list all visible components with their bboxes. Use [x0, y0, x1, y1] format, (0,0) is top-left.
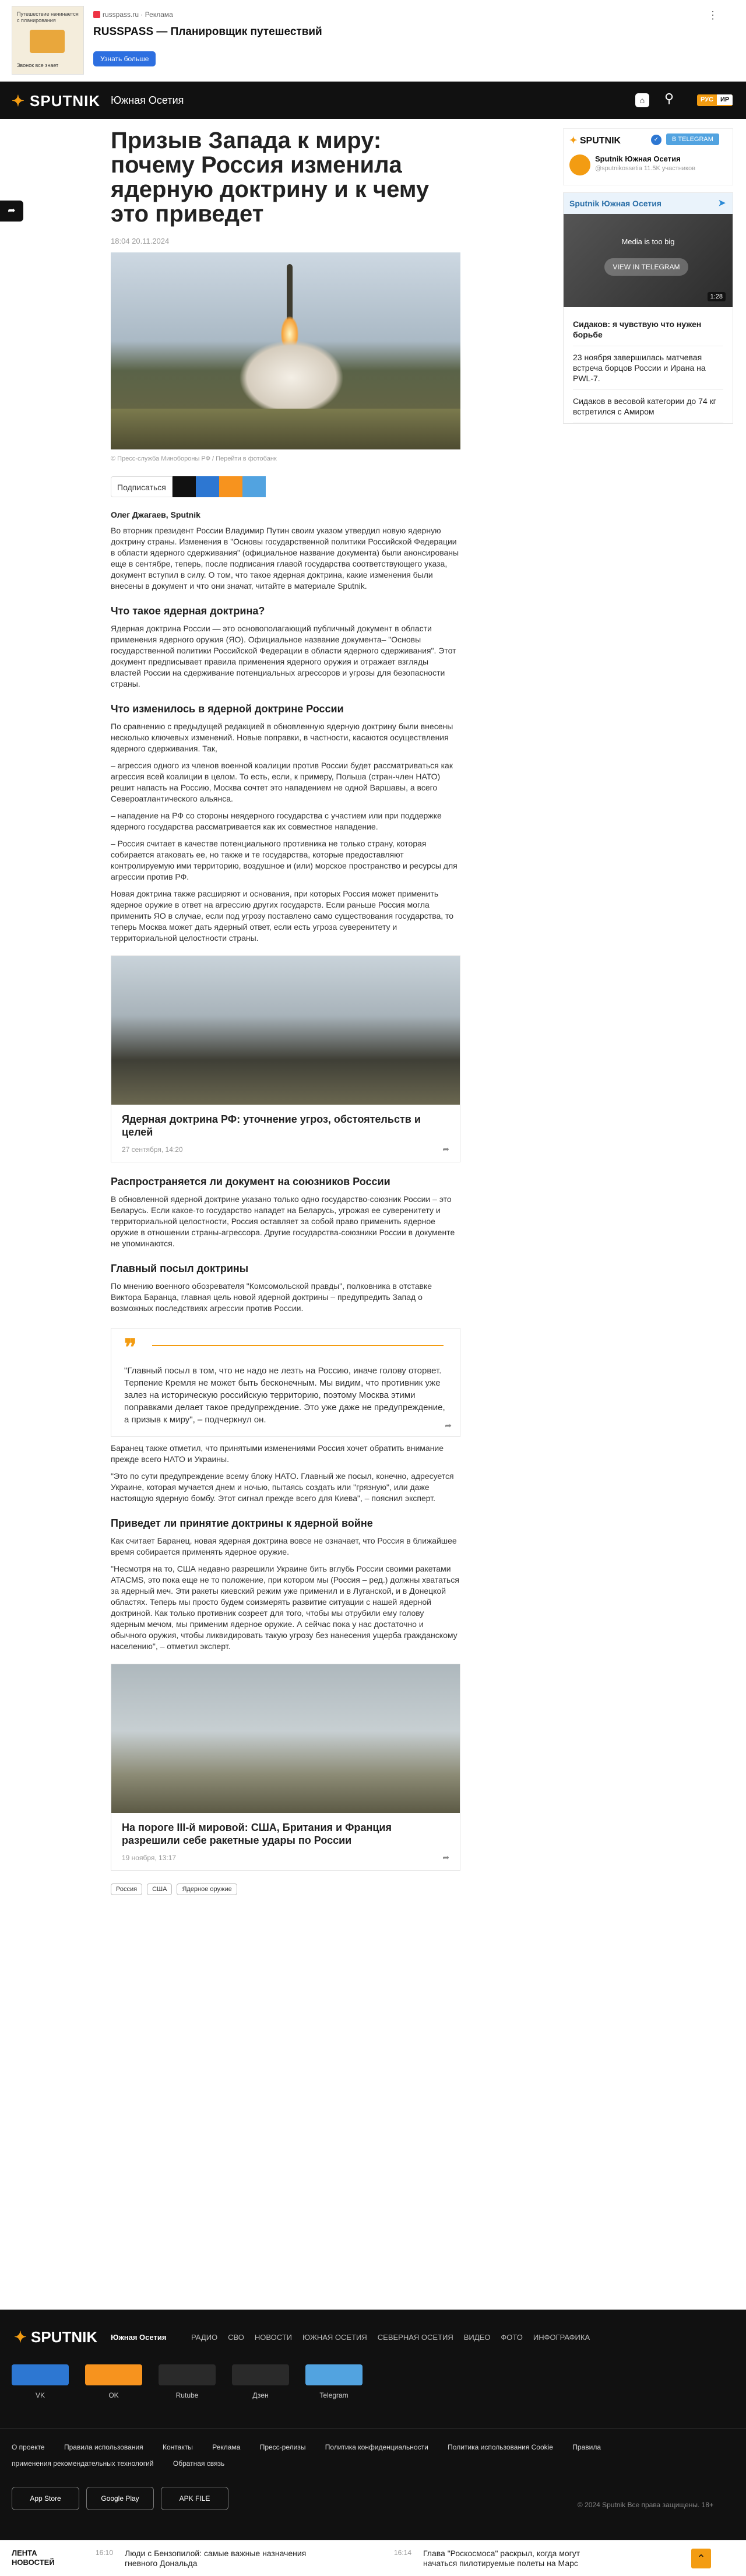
paragraph: Как считает Баранец, новая ядерная доктрина вовсе не означает, что Россия в ближайшее время собирается применять ядерное оружие. — [111, 1536, 457, 1556]
article-date: 18:04 20.11.2024 — [111, 237, 170, 245]
telegram-promo[interactable] — [563, 128, 733, 185]
ticker-item[interactable]: Глава "Роскосмоса" раскрыл, когда могут начаться пилотируемые полеты на Марс — [423, 2549, 580, 2568]
telegram-button[interactable]: В TELEGRAM — [666, 133, 719, 145]
related-article-title[interactable]: Ядерная доктрина РФ: уточнение угроз, обстоятельств и целей — [122, 1113, 421, 1138]
related-date-text: 19 ноября, 13:17 — [122, 1854, 177, 1862]
telegram-icon[interactable] — [242, 476, 266, 497]
quote-block — [111, 1328, 460, 1437]
paragraph: По сравнению с предыдущей редакцией в обновленную ядерную доктрину были внесены несколько ключевых изменений. Новые поправки, в частности, касаются осуществления ядерного сдерживания. Так, — [111, 722, 453, 753]
footer-logo-text: SPUTNIK — [31, 2328, 98, 2346]
video-duration: 1:28 — [708, 292, 726, 301]
section-heading: Что изменилось в ядерной доктрине России — [111, 703, 344, 715]
footer-link[interactable]: Политика конфиденциальности — [325, 2443, 428, 2451]
logo-star-icon: ✦ — [12, 92, 25, 110]
tag-list — [111, 1883, 460, 1895]
missile-shape — [287, 264, 293, 320]
copyright: © 2024 Sputnik Все права защищены. 18+ — [577, 2501, 713, 2509]
footer-link[interactable]: Правила использования — [64, 2443, 143, 2451]
ok-icon[interactable] — [219, 476, 242, 497]
social-label: Rutube — [175, 2391, 199, 2399]
ground-shape — [111, 409, 460, 449]
share-icon[interactable]: ➦ — [445, 1421, 452, 1430]
paragraph: "Это по сути предупреждение всему блоку НАТО. Главный же посыл, конечно, адресуется Украине, которая мучается днем и ночью, пытаясь создать или "грязную", или даже настоящую ядерную бомбу. Этот сигнал прежде всего для Киева", – пояснил эксперт. — [111, 1471, 454, 1503]
ticker-time: 16:14 — [394, 2549, 412, 2557]
related-article-date — [111, 1847, 460, 1870]
footer-nav-item[interactable]: НОВОСТИ — [254, 2333, 293, 2342]
feed-post[interactable]: 23 ноября завершилась матчевая встреча борцов России и Ирана на PWL-7. — [573, 346, 723, 390]
app-store-button[interactable]: App Store — [12, 2487, 79, 2510]
ad-domain: russpass.ru · Реклама — [93, 10, 173, 19]
footer-nav-item[interactable]: РАДИО — [191, 2333, 218, 2342]
paragraph: Новая доктрина также расширяют и основания, при которых Россия может применить ядерное оружие в ответ на агрессию других государств. Если раньше Россия могла применить ЯО в случае, если под угрозу поставлено само существования государства, то теперь Москва может дать ядерный ответ, если есть угроза суверенитету и территориальной целостности страны. — [111, 889, 454, 943]
ad-thumb-picture — [30, 30, 65, 53]
region-title[interactable]: Южная Осетия — [111, 94, 184, 106]
site-footer — [0, 2310, 746, 2576]
feed-posts — [564, 307, 733, 423]
footer-nav-item[interactable]: ИНФОГРАФИКА — [533, 2333, 590, 2342]
footer-link[interactable]: Пресс-релизы — [259, 2443, 306, 2451]
quote-line — [152, 1345, 444, 1346]
sidebar — [563, 128, 733, 424]
section-heading: Что такое ядерная доктрина? — [111, 605, 265, 617]
ad-domain-text: russpass.ru — [103, 10, 139, 19]
related-date-text: 27 сентября, 14:20 — [122, 1145, 183, 1154]
channel-subscribers: @sputnikossetia 11.5K участников — [595, 165, 695, 172]
telegram-plane-icon[interactable]: ➤ — [718, 198, 726, 208]
social-rutube[interactable] — [159, 2364, 216, 2399]
feed-post[interactable] — [573, 313, 723, 346]
tag[interactable]: США — [147, 1883, 172, 1895]
share-icon[interactable]: ➦ — [442, 1144, 449, 1154]
site-header — [0, 82, 746, 119]
tag[interactable]: Россия — [111, 1883, 142, 1895]
tag[interactable]: Ядерное оружие — [177, 1883, 237, 1895]
footer-nav-item[interactable]: ЮЖНАЯ ОСЕТИЯ — [302, 2333, 367, 2342]
scroll-up-icon[interactable]: ⌃ — [691, 2549, 711, 2568]
image-credit[interactable]: © Пресс-служба Минобороны РФ / Перейти в фотобанк — [111, 455, 277, 462]
quote-mark-icon: ❞ — [124, 1335, 137, 1361]
article — [111, 128, 460, 1895]
related-article-card[interactable] — [111, 1664, 460, 1871]
related-article-date — [111, 1138, 460, 1162]
footer-nav-item[interactable]: СЕВЕРНАЯ ОСЕТИЯ — [377, 2333, 453, 2342]
related-article-image[interactable] — [111, 1664, 460, 1813]
ad-thumbnail[interactable] — [12, 6, 84, 75]
language-switcher[interactable] — [697, 94, 733, 106]
subscribe-label: Подписаться — [111, 476, 173, 497]
paragraph: По мнению военного обозревателя "Комсомольской правды", полковника в отставке Виктора Баранца, главная цель новой ядерной доктрины – предупредить Запад о возможных последствиях агрессии против России. — [111, 1281, 432, 1313]
paragraph: – агрессия одного из членов военной коалиции против России будет рассматриваться как агрессия всей коалиции в целом. То есть, если, к примеру, Польша (стран-член НАТО) решит напасть на Россию, Москва сочтет это нападением не одной Варшавы, а всего Североатлантического альянса. — [111, 761, 453, 803]
social-label: Telegram — [319, 2391, 349, 2399]
related-article-image[interactable] — [111, 956, 460, 1105]
ad-domain-icon — [93, 11, 100, 18]
ok-icon[interactable] — [85, 2364, 142, 2385]
channel-avatar — [569, 154, 590, 175]
x-icon[interactable] — [173, 476, 196, 497]
section-heading: Приведет ли принятие доктрины к ядерной войне — [111, 1517, 373, 1529]
paragraph: Ядерная доктрина России — это основополагающий публичный документ в области применения ядерного оружия (ЯО). Официальное название документа– "Основы государственной политики Российской Федерации в области ядерного сдерживания". Этот документ предписывает правила применения ядерного оружия и отражает взгляды властей России на сдерживание потенциальных агрессоров и угрозы для безопасности страны. — [111, 624, 456, 688]
paragraph: "Несмотря на то, США недавно разрешили Украине бить вглубь России своими ракетами ATACMS, это пока еще не то положение, при котором мы (Россия – ред.) должны хвататься за ядерный меч. Эти ракеты киевский режим уже применил и в Луганской, и в Донецкой областях. Теперь мы просто будем соизмерять развитие ситуации с нашей ядерной доктриной. Как только противник созреет для того, чтобы мы отрубили ему голову ядерным мечом, мы применим ядерное оружие. А сейчас пока у нас достаточно и обычного оружия, чтобы ликвидировать такую угрозу без нанесения ущерба гражданскому населению", – отметил эксперт. — [111, 1564, 459, 1651]
social-dzen[interactable] — [232, 2364, 289, 2399]
footer-link[interactable]: Политика использования Cookie — [448, 2443, 553, 2451]
social-ok[interactable] — [85, 2364, 142, 2399]
related-article-title[interactable]: На пороге III-й мировой: США, Британия и Франция разрешили себе ракетные удары по России — [122, 1822, 392, 1846]
ticker-time: 16:10 — [96, 2549, 114, 2557]
logo-star-icon: ✦ — [14, 2328, 27, 2346]
footer-link[interactable]: О проекте — [12, 2443, 45, 2451]
logo-star-icon: ✦ — [569, 136, 578, 146]
verified-icon: ✓ — [651, 135, 661, 145]
news-ticker — [0, 2540, 746, 2576]
footer-link[interactable]: Правила применения рекомендательных технологий — [12, 2443, 601, 2468]
paragraph: Во вторник президент России Владимир Путин своим указом утвердил новую ядерную доктрину страны. Изменения в "Основы государственной политики Российской Федерации в области ядерного сдерживания" (официальное название документа) были анонсированы еще в сентябре, теперь, после подписания главой государства соответствующего указа, документ вступил в силу. О том, что такое ядерная доктрина, какие изменения были внесены в документ и что они значат, читайте в материале Sputnik. — [111, 526, 459, 591]
rutube-icon[interactable] — [159, 2364, 216, 2385]
social-label: OK — [108, 2391, 119, 2399]
lang-ir[interactable]: ИР — [717, 94, 733, 105]
feed-post-title: Сидаков: я чувствую что нужен борьбе — [573, 319, 702, 339]
footer-nav-item[interactable]: ФОТО — [501, 2333, 523, 2342]
share-side-icon[interactable]: ➦ — [0, 201, 23, 222]
telegram-feed — [563, 192, 733, 424]
feed-header[interactable] — [564, 193, 733, 214]
ad-learn-more-button[interactable]: Узнать больше — [93, 51, 156, 66]
dzen-icon[interactable] — [232, 2364, 289, 2385]
footer-link[interactable]: Обратная связь — [173, 2459, 225, 2468]
app-badges — [12, 2487, 228, 2510]
vk-icon[interactable] — [12, 2364, 69, 2385]
logo-text: SPUTNIK — [30, 92, 101, 110]
feed-video[interactable] — [564, 214, 733, 307]
feed-post[interactable]: Сидаков в весовой категории до 74 кг встретился с Амиром — [573, 390, 723, 423]
sputnik-logo[interactable] — [12, 92, 100, 110]
share-icon[interactable]: ➦ — [442, 1853, 449, 1862]
footer-nav-item[interactable]: СВО — [228, 2333, 244, 2342]
ad-title[interactable]: RUSSPASS — Планировщик путешествий — [93, 26, 322, 38]
section-heading: Распространяется ли документ на союзников России — [111, 1176, 390, 1187]
view-in-telegram-button[interactable]: VIEW IN TELEGRAM — [604, 258, 688, 276]
paragraph: Баранец также отметил, что принятыми изменениями Россия хочет обратить внимание прежде всего НАТО и Украины. — [111, 1443, 444, 1464]
footer-nav-item[interactable]: ВИДЕО — [463, 2333, 491, 2342]
home-icon[interactable]: ⌂ — [635, 93, 649, 107]
vk-icon[interactable] — [196, 476, 219, 497]
ad-banner[interactable] — [0, 0, 746, 82]
more-options-icon[interactable]: ⋮ — [708, 9, 718, 21]
social-telegram[interactable] — [305, 2364, 363, 2399]
smoke-shape — [239, 340, 344, 416]
telegram-icon[interactable] — [305, 2364, 363, 2385]
ticker-label[interactable]: ЛЕНТА НОВОСТЕЙ — [12, 2549, 55, 2567]
ad-thumb-text: Путешествие начинается с планирования — [17, 11, 79, 23]
social-label: VK — [35, 2391, 45, 2399]
subscribe-bar — [111, 476, 460, 497]
search-icon[interactable]: ⚲ — [664, 91, 674, 106]
sidebar-logo-text: SPUTNIK — [579, 136, 621, 146]
social-label: Дзен — [252, 2391, 269, 2399]
paragraph: В обновленной ядерной доктрине указано только одно государство-союзник России – это Беларусь. Если какое-то государство нападет на Беларусь, угрожая ее суверенитету и территориальной целостности, Россия оставляет за собой право применить ядерное оружие в отношении страны-агрессора. Другие государства-союзники России в документе не упоминаются. — [111, 1194, 455, 1248]
lang-ru[interactable]: РУС — [701, 96, 713, 103]
article-title: Призыв Запада к миру: почему Россия изменила ядерную доктрину и к чему это приведет — [111, 128, 430, 227]
paragraph: – Россия считает в качестве потенциального противника не только страну, которая собирается атаковать ее, но также и те государства, которые предоставляют контролируемую ими территорию, воздушное и (или) морское пространство и ресурсы для агрессии против РФ. — [111, 839, 458, 881]
quote-text: "Главный посыл в том, что не надо не лезть на Россию, иначе голову оторвет. Терпение Кремля не может быть бесконечным. Мы видим, что противник уже залез на историческую российскую территорию, поэтому Москва этими поправками делает такое предупреждение. Это уже даже не предупреждение, а призыв к миру", – подчеркнул он. — [124, 1366, 445, 1425]
related-article-card[interactable] — [111, 955, 460, 1162]
footer-link[interactable]: Реклама — [212, 2443, 241, 2451]
ad-thumb-caption: Звонок все знает — [17, 62, 59, 68]
ticker-item[interactable]: Люди с Бензопилой: самые важные назначения гневного Дональда — [125, 2549, 307, 2568]
apk-file-button[interactable]: APK FILE — [161, 2487, 228, 2510]
footer-logo[interactable] — [14, 2328, 97, 2346]
social-vk[interactable] — [12, 2364, 69, 2399]
footer-nav — [191, 2333, 590, 2342]
footer-region[interactable]: Южная Осетия — [111, 2333, 167, 2342]
google-play-button[interactable]: Google Play — [86, 2487, 154, 2510]
hero-image[interactable] — [111, 252, 460, 449]
video-message: Media is too big — [621, 237, 675, 246]
section-heading: Главный посыл доктрины — [111, 1263, 249, 1274]
article-author: Олег Джагаев, Sputnik — [111, 510, 200, 519]
channel-name[interactable]: Sputnik Южная Осетия — [595, 154, 681, 163]
footer-links — [12, 2439, 618, 2472]
footer-socials — [12, 2364, 363, 2399]
ad-tag: Реклама — [145, 10, 173, 19]
footer-link[interactable]: Контакты — [163, 2443, 193, 2451]
paragraph: – нападение на РФ со стороны неядерного государства с участием или при поддержке ядерного государства рассматривается как их совместное нападение. — [111, 811, 442, 831]
feed-title: Sputnik Южная Осетия — [569, 199, 661, 208]
